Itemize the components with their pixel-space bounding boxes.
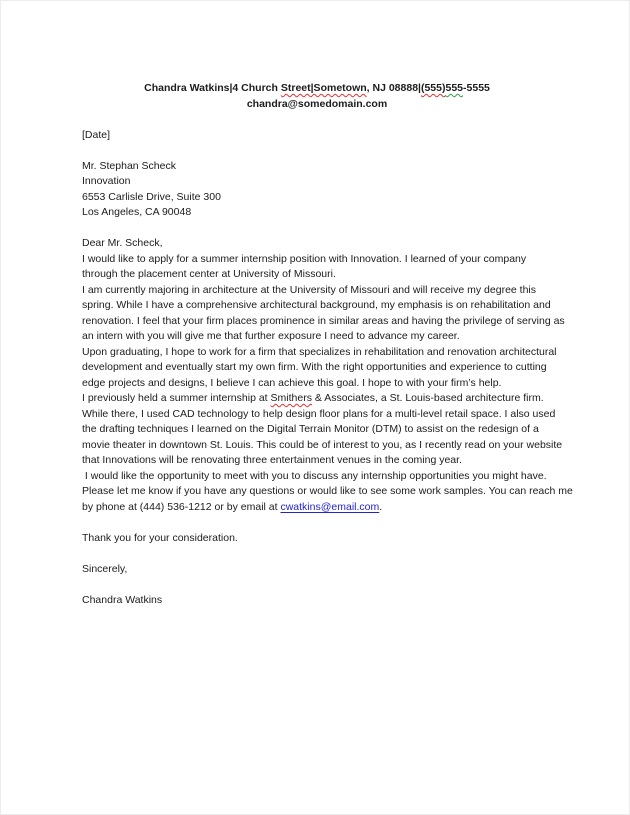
paragraph-line: Upon graduating, I hope to work for a firm that specializes in rehabilitation and renovation architectural bbox=[82, 345, 557, 358]
letter-header bbox=[82, 81, 552, 112]
paragraph-line: an intern with you will give me that further exposure I need to advance my career. bbox=[82, 330, 460, 342]
spellcheck-red-word: (555) bbox=[420, 82, 446, 94]
date-placeholder: [Date] bbox=[82, 128, 111, 141]
salutation: Dear Mr. Scheck, bbox=[82, 237, 163, 249]
text-segment: -5555 bbox=[463, 82, 490, 94]
paragraph-line: While there, I used CAD technology to help design floor plans for a multi-level retail space. I also used bbox=[82, 407, 556, 420]
recipient-line: Innovation bbox=[82, 175, 131, 187]
paragraph-line: I am currently majoring in architecture at the University of Missouri and will receive my degree this bbox=[82, 283, 537, 296]
text-segment: I previously held a summer internship at bbox=[82, 392, 271, 404]
body-paragraph bbox=[82, 469, 573, 516]
paragraph-line bbox=[82, 391, 552, 407]
paragraph-line: that Innovations will be renovating three entertainment venues in the coming year. bbox=[82, 454, 462, 466]
paragraph-line: spring. While I have a comprehensive architectural background, my emphasis is on rehabilitation and bbox=[82, 299, 551, 311]
paragraph-line: development and eventually start my own firm. With the right opportunities and experience to cutting bbox=[82, 361, 547, 373]
spellcheck-red-word: Street|Sometown bbox=[280, 82, 367, 94]
letter-body bbox=[82, 128, 573, 609]
body-paragraph bbox=[82, 391, 563, 469]
paragraph-line: renovation. I feel that your firm places prominence in similar areas and having the privilege of serving as bbox=[82, 314, 565, 327]
paragraph-line: movie theater in downtown St. Louis. This could be of interest to you, as I recently read on your website bbox=[82, 438, 563, 451]
body-paragraph bbox=[82, 283, 565, 345]
cover-letter bbox=[82, 81, 573, 608]
body-paragraph bbox=[82, 252, 552, 283]
paragraph-line: I would like the opportunity to meet with you to discuss any internship opportunities you might have. bbox=[82, 469, 547, 482]
paragraph-line: through the placement center at University of Missouri. bbox=[82, 268, 336, 280]
recipient-line: 6553 Carlisle Drive, Suite 300 bbox=[82, 190, 221, 203]
header-contact-line bbox=[82, 81, 552, 97]
email-link[interactable]: cwatkins@email.com bbox=[280, 500, 380, 513]
paragraph-line: the drafting techniques I learned on the Digital Terrain Monitor (DTM) to assist on the redesign of a bbox=[82, 423, 539, 435]
body-paragraph bbox=[82, 345, 557, 392]
text-segment: . bbox=[379, 500, 383, 513]
text-segment: & Associates, a St. Louis-based architecture firm. bbox=[311, 392, 544, 404]
text-segment: by phone at (444) 536-1212 or by email at bbox=[82, 500, 281, 513]
recipient-line: Mr. Stephan Scheck bbox=[82, 159, 176, 172]
text-segment: Chandra Watkins|4 Church bbox=[144, 82, 281, 94]
closing-thanks: Thank you for your consideration. bbox=[82, 531, 238, 544]
spellcheck-red-word: Smithers bbox=[270, 392, 312, 404]
paragraph-line: edge projects and designs, I believe I can achieve this goal. I hope to with your firm’s help. bbox=[82, 376, 502, 389]
text-segment: , NJ 08888| bbox=[366, 82, 421, 94]
recipient-block bbox=[82, 159, 552, 221]
paragraph-line: I would like to apply for a summer internship position with Innovation. I learned of your company bbox=[82, 252, 527, 265]
closing-signoff: Sincerely, bbox=[82, 562, 128, 575]
grammar-green-word: 555 bbox=[445, 82, 464, 94]
paragraph-line: Please let me know if you have any questions or would like to see some work samples. You can reach me bbox=[82, 485, 573, 497]
signature: Chandra Watkins bbox=[82, 593, 163, 606]
header-email-line: chandra@somedomain.com bbox=[246, 97, 388, 110]
paragraph-line bbox=[82, 500, 552, 516]
recipient-line: Los Angeles, CA 90048 bbox=[82, 206, 192, 218]
